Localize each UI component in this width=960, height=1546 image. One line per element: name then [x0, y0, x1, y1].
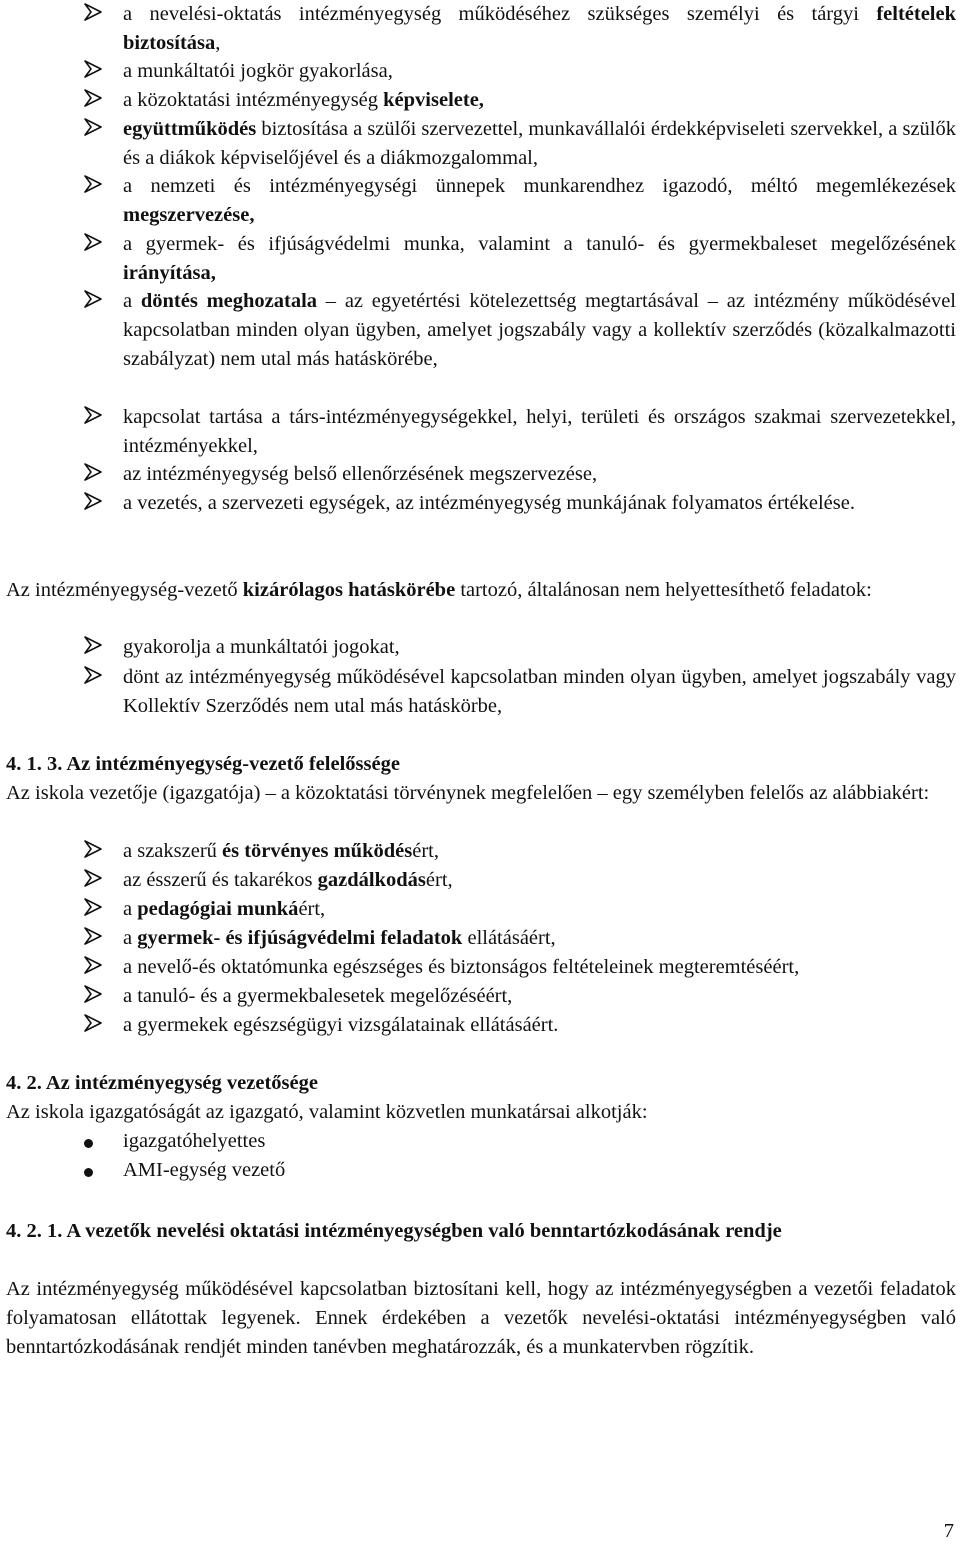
list-item: a nevelési-oktatás intézményegység működéséhez szükséges személyi és tárgyi feltételek biztosítása, [123, 3, 956, 54]
list-item: a gyermek- és ifjúságvédelmi munka, valamint a tanuló- és gyermekbaleset megelőzésének irányítása, [123, 233, 956, 284]
arrowhead-bullet-icon [81, 866, 105, 890]
section-heading: 4. 1. 3. Az intézményegység-vezető felelőssége [6, 753, 400, 775]
arrowhead-bullet-icon [81, 57, 105, 81]
list-item: a gyermekek egészségügyi vizsgálatainak ellátásáért. [123, 1014, 559, 1036]
exclusive-duties-paragraph: Az intézményegység-vezető kizárólagos hatáskörébe tartozó, általánosan nem helyettesíthető feladatok: [6, 579, 872, 601]
list-item: gyakorolja a munkáltatói jogokat, [123, 636, 400, 658]
arrowhead-bullet-icon [81, 403, 105, 427]
arrowhead-bullet-icon [81, 663, 105, 687]
arrowhead-bullet-icon [81, 172, 105, 196]
list-item: a nemzeti és intézményegységi ünnepek munkarendhez igazodó, méltó megemlékezések megszervezése, [123, 175, 956, 226]
list-item: a munkáltatói jogkör gyakorlása, [123, 60, 393, 82]
section-heading: 4. 2. 1. A vezetők nevelési oktatási intézményegységben való benntartózkodásának rendje [6, 1220, 782, 1242]
arrowhead-bullet-icon [81, 86, 105, 110]
list-item: a közoktatási intézményegység képviselete, [123, 89, 484, 111]
arrowhead-bullet-icon [81, 837, 105, 861]
list-item: a tanuló- és a gyermekbalesetek megelőzéséért, [123, 985, 513, 1007]
arrowhead-bullet-icon [81, 230, 105, 254]
responsibility-paragraph: Az iskola vezetője (igazgatója) – a közoktatási törvénynek megfelelően – egy személyben felelős az alábbiakért: [6, 782, 930, 804]
arrowhead-bullet-icon [81, 115, 105, 139]
arrowhead-bullet-icon [81, 489, 105, 513]
round-bullet-icon [84, 1139, 93, 1148]
list-item: dönt az intézményegység működésével kapcsolatban minden olyan ügyben, amelyet jogszabály vagy Kollektív Szerződés nem utal más hatáskörbe, [123, 666, 956, 717]
arrowhead-bullet-icon [81, 895, 105, 919]
list-item: az ésszerű és takarékos gazdálkodásért, [123, 869, 453, 891]
list-item: a szakszerű és törvényes működésért, [123, 840, 439, 862]
arrowhead-bullet-icon [81, 924, 105, 948]
list-item: a nevelő-és oktatómunka egészséges és biztonságos feltételeinek megteremtéséért, [123, 956, 800, 978]
list-item: a vezetés, a szervezeti egységek, az intézményegység munkájának folyamatos értékelése. [123, 492, 855, 514]
list-item: kapcsolat tartása a társ-intézményegységekkel, helyi, területi és országos szakmai szervezetekkel, intézményekkel, [123, 406, 956, 457]
presence-paragraph: Az intézményegység működésével kapcsolatban biztosítani kell, hogy az intézményegységben a vezetői feladatok folyamatosan ellátottak legyenek. Ennek érdekében a vezetők nevelési-oktatási intézményegységben való benntartózkodásának rendjét minden tanévben meghatározzák, és a munkatervben rögzítik. [6, 1278, 956, 1358]
arrowhead-bullet-icon [81, 1011, 105, 1035]
page-number: 7 [943, 1520, 954, 1542]
list-item: igazgatóhelyettes [123, 1130, 266, 1152]
arrowhead-bullet-icon [81, 633, 105, 657]
round-bullet-icon [84, 1168, 93, 1177]
list-item: az intézményegység belső ellenőrzésének megszervezése, [123, 463, 598, 485]
section-heading: 4. 2. Az intézményegység vezetősége [6, 1072, 318, 1094]
list-item: a gyermek- és ifjúságvédelmi feladatok ellátásáért, [123, 927, 556, 949]
arrowhead-bullet-icon [81, 460, 105, 484]
arrowhead-bullet-icon [81, 953, 105, 977]
leadership-paragraph: Az iskola igazgatóságát az igazgató, valamint közvetlen munkatársai alkotják: [6, 1101, 648, 1123]
list-item: együttműködés biztosítása a szülői szervezettel, munkavállalói érdekképviseleti szervekkel, a szülők és a diákok képviselőjével és a diákmozgalommal, [123, 118, 956, 169]
list-item: AMI-egység vezető [123, 1159, 286, 1181]
arrowhead-bullet-icon [81, 982, 105, 1006]
arrowhead-bullet-icon [81, 0, 105, 24]
list-item: a pedagógiai munkáért, [123, 898, 326, 920]
arrowhead-bullet-icon [81, 287, 105, 311]
list-item: a döntés meghozatala – az egyetértési kötelezettség megtartásával – az intézmény működésével kapcsolatban minden olyan ügyben, amelyet jogszabály vagy a kollektív szerződés (közalkalmazotti szabályzat) nem utal más hatáskörébe, [123, 290, 956, 370]
